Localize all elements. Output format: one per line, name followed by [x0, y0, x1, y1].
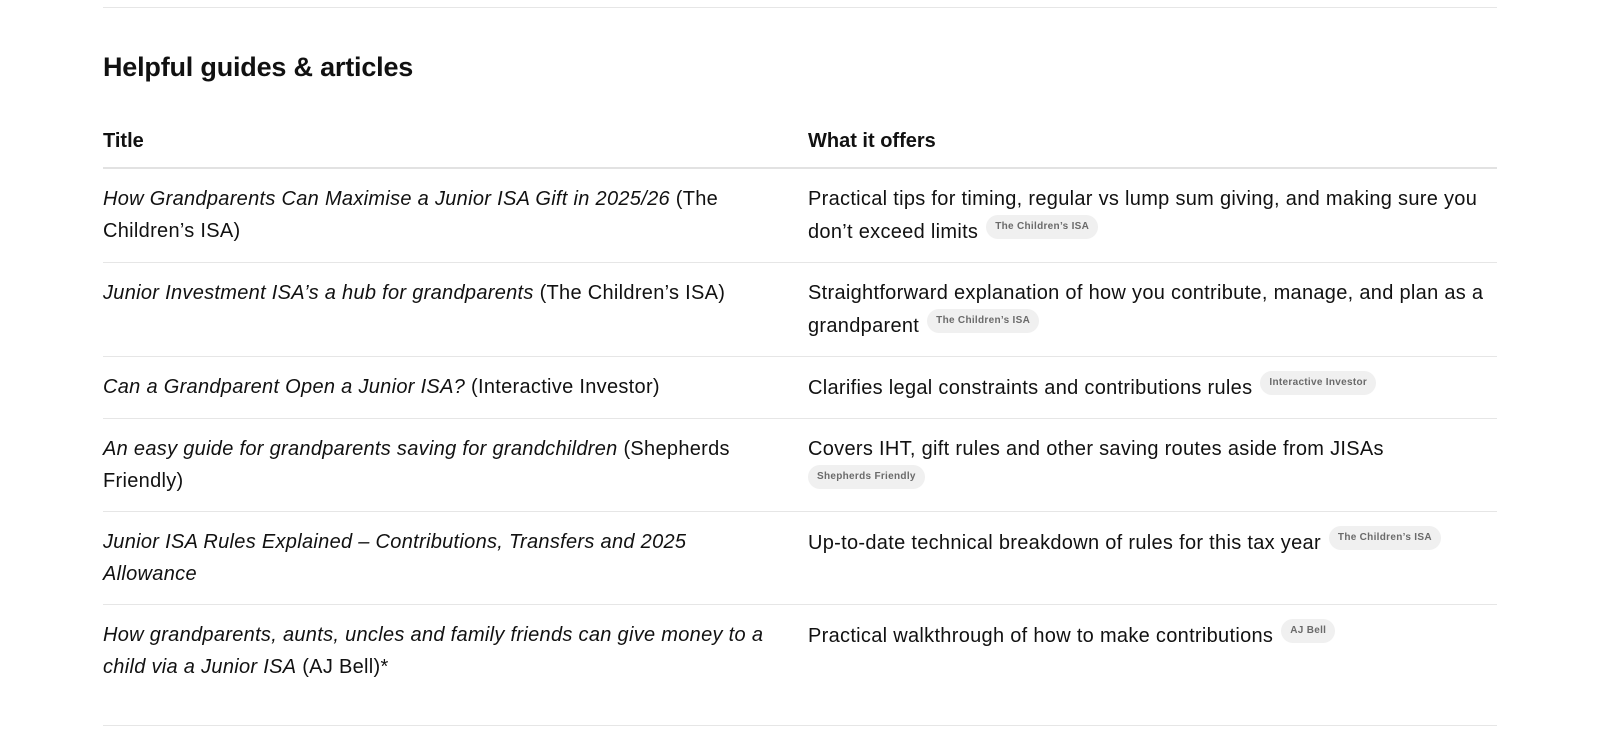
article-source: (The Children’s ISA) [533, 282, 726, 304]
top-divider [103, 7, 1497, 8]
article-title-link[interactable]: How Grandparents Can Maximise a Junior ISA Gift in 2025/26 [103, 188, 670, 210]
article-title-link[interactable]: Can a Grandparent Open a Junior ISA? [103, 376, 466, 398]
table-row [103, 168, 1497, 263]
offers-cell [808, 605, 1497, 698]
article-title-link[interactable]: An easy guide for grandparents saving for grandchildren [103, 438, 618, 460]
title-cell [103, 357, 808, 419]
source-badge: Interactive Investor [1260, 371, 1376, 395]
table-row [103, 512, 1497, 605]
offers-cell [808, 419, 1497, 512]
title-cell [103, 419, 808, 512]
article-source: (AJ Bell)* [296, 656, 389, 678]
article-title-link[interactable]: Junior Investment ISA’s a hub for grandparents [103, 282, 534, 304]
title-cell [103, 263, 808, 357]
column-header-offers: What it offers [808, 118, 1497, 168]
offers-text: Straightforward explanation of how you contribute, manage, and plan as a grandparent [808, 282, 1484, 337]
section-heading: Helpful guides & articles [103, 52, 414, 82]
offers-text: Clarifies legal constraints and contributions rules [808, 377, 1253, 399]
offers-text: Covers IHT, gift rules and other saving routes aside from JISAs [808, 438, 1384, 460]
article-source: (Interactive Investor) [465, 376, 660, 398]
offers-text: Practical tips for timing, regular vs lump sum giving, and making sure you don’t exceed limits [808, 188, 1478, 243]
table-row [103, 605, 1497, 698]
offers-cell [808, 512, 1497, 605]
table-row [103, 419, 1497, 512]
article-title-link[interactable]: How grandparents, aunts, uncles and family friends can give money to a child via a Junior ISA [103, 624, 764, 678]
offers-cell [808, 168, 1497, 263]
offers-text: Up-to-date technical breakdown of rules for this tax year [808, 532, 1321, 554]
title-cell [103, 512, 808, 605]
bottom-divider [103, 725, 1497, 726]
offers-text: Practical walkthrough of how to make contributions [808, 625, 1274, 647]
article-source: (Shepherds Friendly) [103, 438, 730, 492]
column-header-title: Title [103, 118, 808, 168]
title-cell [103, 605, 808, 698]
table-row [103, 357, 1497, 419]
title-cell [103, 168, 808, 263]
offers-cell [808, 357, 1497, 419]
article-title-link[interactable]: Junior ISA Rules Explained – Contributions, Transfers and 2025 Allowance [103, 531, 687, 585]
offers-cell [808, 263, 1497, 357]
article-source: (The Children’s ISA) [103, 188, 719, 242]
source-badge: The Children’s ISA [927, 309, 1039, 333]
source-badge: The Children’s ISA [986, 215, 1098, 239]
source-badge: Shepherds Friendly [808, 465, 925, 489]
table-header-row [103, 118, 1497, 168]
source-badge: The Children’s ISA [1329, 526, 1441, 550]
guides-table [103, 118, 1497, 697]
source-badge: AJ Bell [1281, 619, 1335, 643]
table-row [103, 263, 1497, 357]
